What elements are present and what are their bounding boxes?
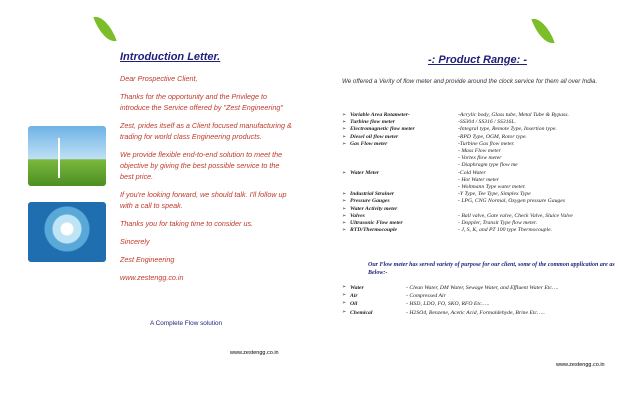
letter-paragraph: Zest, prides itself as a Client focused manufacturing & trading for world class Engineering products. <box>120 121 292 141</box>
applications-heading: Our Flow meter has served variety of purpose for our client, some of the common application are as Below:- <box>368 262 615 276</box>
product-name: ➢ Industrial Strainer <box>350 191 395 198</box>
list-item <box>342 126 628 133</box>
product-desc: -Integral type, Remote Type, Insertion type. <box>458 126 557 133</box>
letter-paragraph: Thanks you for taking time to consider us. <box>120 219 254 228</box>
letter-signoff: Sincerely <box>120 237 150 246</box>
footer-url-right: www.zestengg.co.in <box>556 362 605 368</box>
application-name: ➢ Water <box>350 285 364 291</box>
product-desc: -Cold Water <box>458 169 486 176</box>
letter-paragraph: If you're looking forward, we should talk. I'll follow up with a call to speak. <box>120 190 287 210</box>
application-desc: - H2SO4, Benzene, Acetic Acid, Formaldehyde, Brine Etc….. <box>406 309 545 316</box>
application-name: ➢ Chemical <box>350 309 373 316</box>
product-name: ➢ Turbine flow meter <box>350 119 395 126</box>
product-subtype: - Vortex flow meter <box>458 155 502 162</box>
list-item <box>342 170 628 177</box>
list-item <box>342 292 628 300</box>
product-desc: - Ball valve, Gate valve, Check Valve, Sluice Valve <box>458 212 573 219</box>
letter-paragraph: Thanks for the opportunity and the Privilege to introduce the Service offered by "Zest Engineering" <box>120 92 283 112</box>
product-desc: -Acrylic body, Glass tube, Metal Tube & Bypass. <box>458 112 569 118</box>
product-desc: - LPG, CNG Normal, Oxygen pressure Gauges <box>458 198 566 205</box>
application-name: ➢ Oil <box>350 301 358 308</box>
list-item <box>342 220 628 227</box>
product-subtype: - Diaphragm type flow me <box>458 162 518 169</box>
list-item <box>342 141 628 148</box>
list-item <box>342 206 628 213</box>
product-desc: -SS304 / SS316 / SS316L. <box>458 119 516 126</box>
list-item <box>342 134 628 141</box>
product-name: ➢ RTD/Thermocouple <box>350 227 398 234</box>
product-list <box>342 112 628 234</box>
list-item <box>342 284 628 292</box>
application-desc: - Clean Water, DM Water, Sewage Water, and Effluent Water Etc…. <box>406 285 559 291</box>
product-subtype: - Hot Water meter <box>458 176 500 183</box>
product-desc: -Y Type, Tee Type, Simplex Type <box>458 191 531 198</box>
list-item <box>342 112 628 119</box>
product-name: ➢ Diesel oil flow meter <box>350 133 399 140</box>
product-subtype: - Mass Flow meter <box>458 148 501 155</box>
product-desc: -Turbine Gas flow meter. <box>458 140 515 147</box>
product-name: ➢ Water Activity meter <box>350 205 398 212</box>
leaf-logo-left <box>93 13 116 46</box>
application-desc: - Compressed Air <box>406 293 446 300</box>
product-desc: - Doppler, Transit Type flow meter. <box>458 220 538 227</box>
product-name: ➢ Electromagnetic flow meter <box>350 126 415 133</box>
product-desc: - J, S, K, and PT 100 type Thermocouple. <box>458 227 553 234</box>
letter-greeting: Dear Prospective Client, <box>120 74 198 83</box>
product-name: ➢ Pressure Gauges <box>350 198 390 205</box>
company-name: Zest Engineering <box>120 255 175 264</box>
product-name: ➢ Variable Area Rotameter- <box>350 112 410 118</box>
letter-paragraph: We provide flexible end-to-end solution to meet the objective by giving the best possible service to the best price. <box>120 150 283 181</box>
leaf-logo-right <box>531 15 554 48</box>
application-desc: - HSD, LDO, FO, SKO, RFO Etc….. <box>406 301 490 308</box>
flow-solution-caption: A Complete Flow solution <box>150 320 223 327</box>
company-website: www.zestengg.co.in <box>120 273 184 282</box>
turbine-mast <box>58 138 60 178</box>
product-desc: -RPD Type, OGM, Rotor type. <box>458 133 527 140</box>
list-item <box>342 309 628 317</box>
list-item <box>342 227 628 234</box>
introduction-title: Introduction Letter. <box>120 51 221 63</box>
list-item <box>342 119 628 126</box>
product-name: ➢ Water Meter <box>350 169 380 176</box>
application-list <box>342 284 628 317</box>
list-item <box>342 300 628 308</box>
wind-turbine-image <box>28 126 106 186</box>
product-name: ➢ Gas Flow meter <box>350 140 388 147</box>
footer-url-left: www.zestengg.co.in <box>230 350 279 356</box>
product-range-title: -: Product Range: - <box>428 54 527 66</box>
application-name: ➢ Air <box>350 293 358 300</box>
list-item <box>342 213 628 220</box>
product-intro: We offered a Verity of flow meter and provide around the clock service for them all over India. <box>342 78 598 85</box>
list-item <box>342 191 628 198</box>
water-ripple-image <box>28 202 106 262</box>
introduction-letter <box>120 52 292 290</box>
product-subtype: - Woltmann Type water meter. <box>458 184 526 191</box>
product-name: ➢ Ultrasonic Flow meter <box>350 220 403 227</box>
product-name: ➢ Valves <box>350 212 365 219</box>
list-item <box>342 198 628 205</box>
